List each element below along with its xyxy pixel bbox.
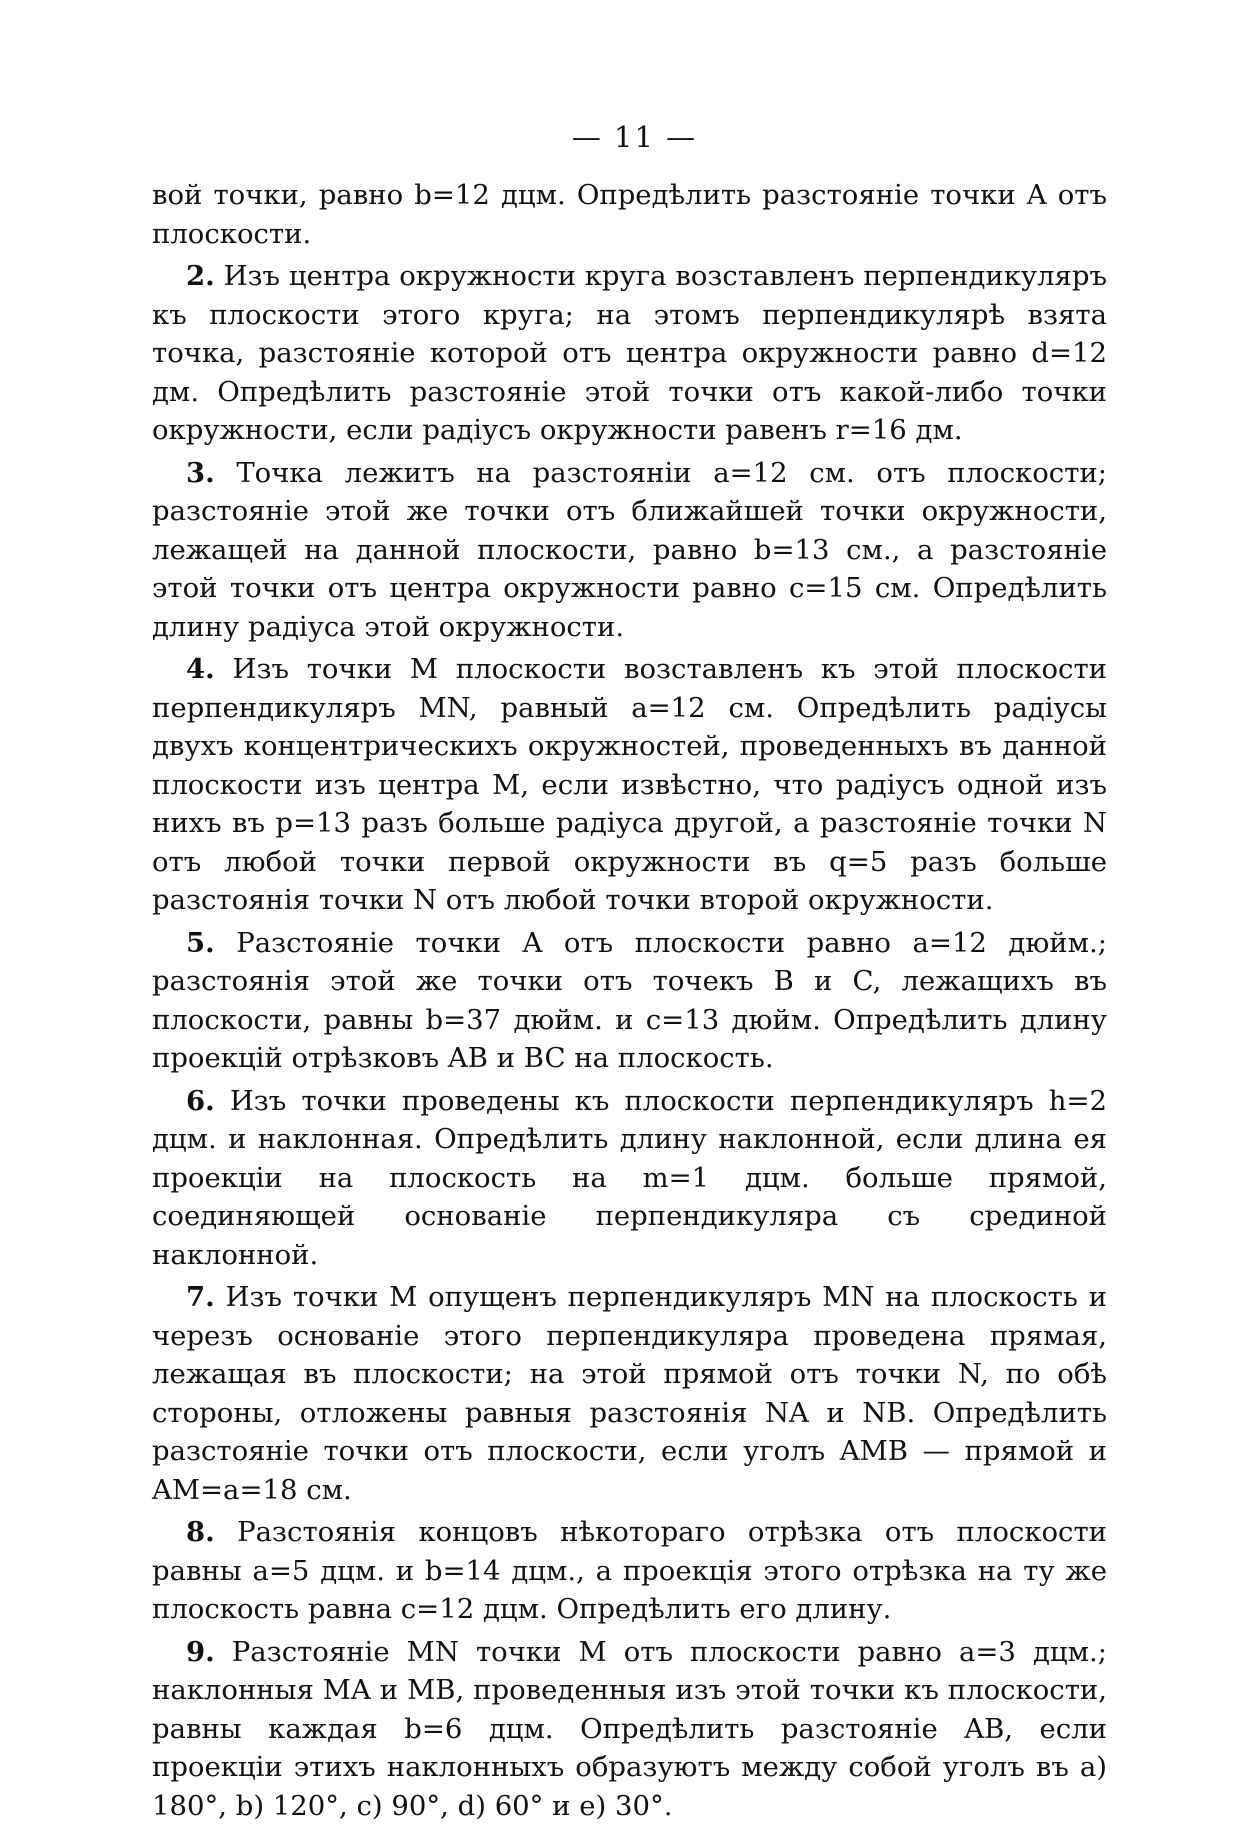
problem-number: 7. (186, 1281, 215, 1313)
problem-number: 2. (186, 260, 215, 292)
problem-number: 9. (186, 1635, 215, 1668)
problem-text: Изъ точки проведены къ плоскости перпендикуляръ h=2 дцм. и наклонная. Опредѣлить длину наклонной, если длина ея проекціи на плоскость на m=1 дцм. больше прямой, соединяющей основаніе перпендикуляра съ срединой наклонной. (152, 1084, 1107, 1271)
problem-text: Разстояніе точки A отъ плоскости равно a=12 дюйм.; разстоянія этой же точки отъ точекъ B и C, лежащихъ въ плоскости, равны b=37 дюйм. и c=13 дюйм. Опредѣлить длину проекцій отрѣзковъ AB и BC на плоскость. (152, 926, 1107, 1074)
page-body (152, 120, 1107, 1829)
problem-text: Разстояніе MN точки M отъ плоскости равно a=3 дцм.; наклонныя MA и MB, проведенныя изъ этой точки къ плоскости, равны каждая b=6 дцм. Опредѣлить разстояніе AB, если проекціи этихъ наклонныхъ образуютъ между собой уголъ въ a) 180°, b) 120°, c) 90°, d) 60° и e) 30°. (152, 1635, 1107, 1822)
problem-text: Точка лежитъ на разстояніи a=12 см. отъ плоскости; разстояніе этой же точки отъ ближайшей точки окружности, лежащей на данной плоскости, равно b=13 см., а разстояніе этой точки отъ центра окружности равно c=15 см. Опредѣлить длину радіуса этой окружности. (152, 456, 1107, 643)
page-number: — 11 — (571, 120, 698, 154)
problem-number: 6. (186, 1084, 215, 1117)
problem-4 (152, 650, 1107, 920)
problem-2 (152, 257, 1107, 450)
problem-text: Изъ точки M опущенъ перпендикуляръ MN на плоскость и черезъ основаніе этого перпендикуляра проведена прямая, лежащая въ плоскости; на этой прямой отъ точки N, по обѣ стороны, отложены равныя разстоянія NA и NB. Опредѣлить разстояніе точки отъ плоскости, если уголъ AMB — прямой и AM=a=18 см. (152, 1281, 1107, 1506)
problem-text: Разстоянія концовъ нѣкотораго отрѣзка отъ плоскости равны a=5 дцм. и b=14 дцм., а проекція этого отрѣзка на ту же плоскость равна c=12 дцм. Опредѣлить его длину. (152, 1516, 1108, 1625)
problem-number: 5. (186, 926, 215, 959)
problem-number: 4. (186, 653, 215, 685)
problem-text: Изъ точки M плоскости возставленъ къ этой плоскости перпендикуляръ MN, равный a=12 см. Опредѣлить радіусы двухъ концентрическихъ окружностей, проведенныхъ въ данной плоскости изъ центра M, если извѣстно, что радіусъ одной изъ нихъ въ p=13 разъ больше радіуса другой, а разстояніе точки N отъ любой точки первой окружности въ q=5 разъ больше разстоянія точки N отъ любой точки второй окружности. (152, 653, 1107, 916)
problem-9 (152, 1633, 1107, 1826)
problem-3 (152, 454, 1107, 647)
problem-7 (152, 1278, 1107, 1509)
problem-number: 3. (186, 456, 215, 489)
problem-5 (152, 924, 1107, 1078)
paragraph-text: вой точки, равно b=12 дцм. Опредѣлить разстояніе точки A отъ плоскости. (152, 179, 1107, 250)
problem-number: 8. (186, 1516, 215, 1548)
paragraph-continuation (152, 176, 1107, 253)
problem-6 (152, 1082, 1107, 1275)
problem-8 (152, 1513, 1107, 1629)
problem-text: Изъ центра окружности круга возставленъ перпендикуляръ къ плоскости этого круга; на этомъ перпендикулярѣ взята точка, разстояніе которой отъ центра окружности равно d=12 дм. Опредѣлить разстояніе этой точки отъ какой-либо точки окружности, если радіусъ окружности равенъ r=16 дм. (152, 260, 1107, 446)
